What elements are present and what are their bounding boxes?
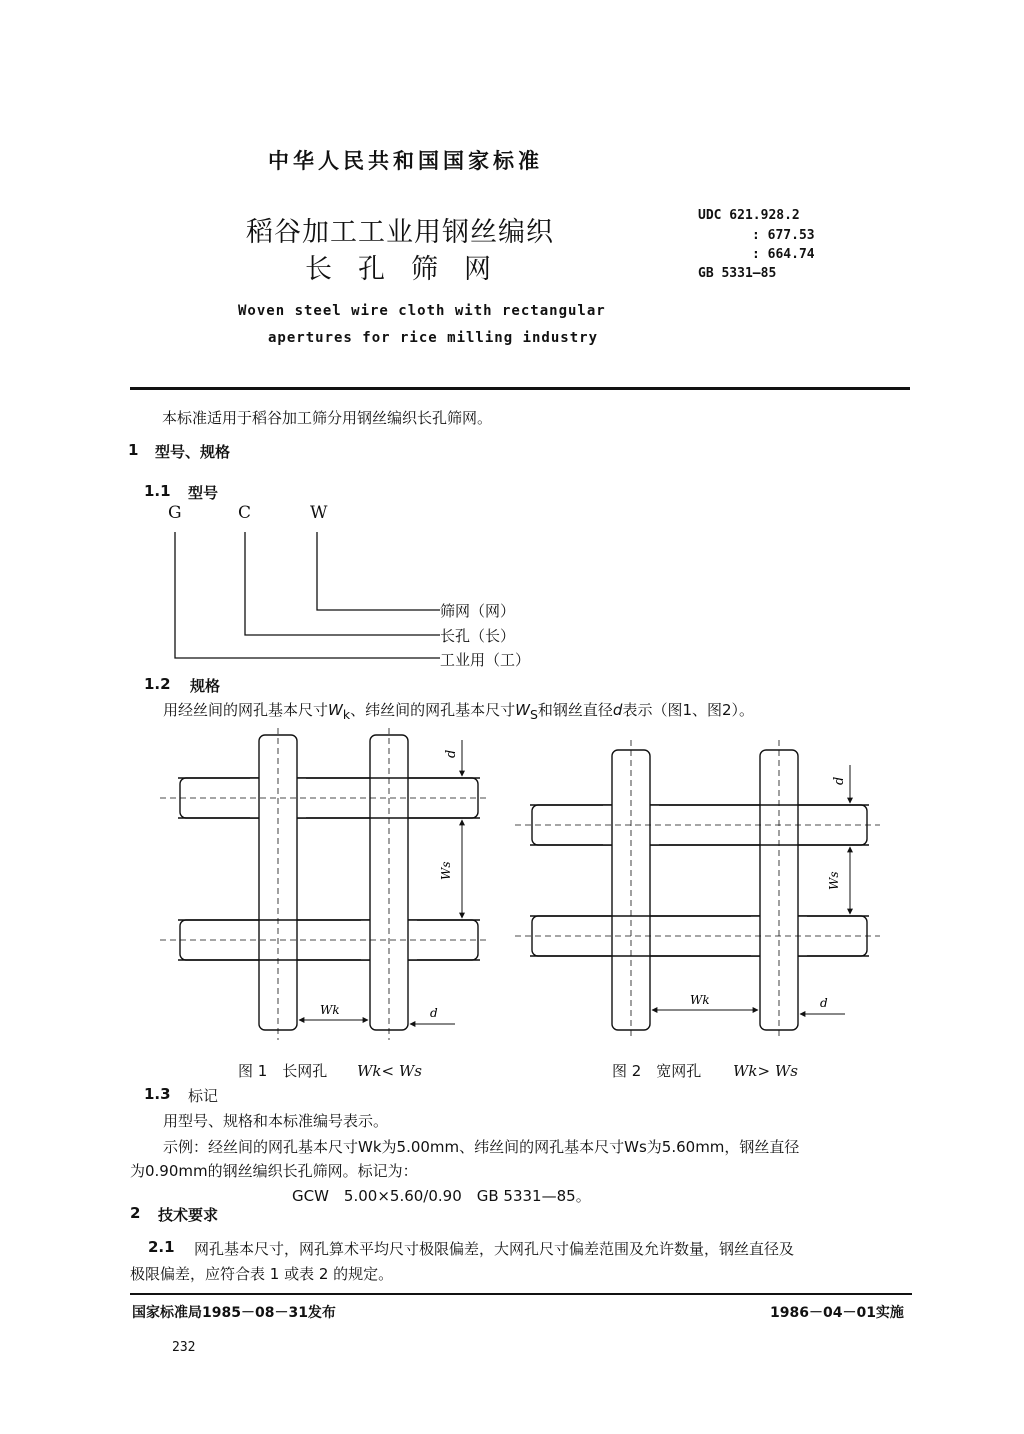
model-letter-w: W (310, 503, 328, 523)
section-1-3-title: 标记 (188, 1087, 219, 1105)
model-label-mesh: 筛网（网） (440, 602, 516, 620)
gb-code: GB 5331—85 (698, 266, 777, 281)
figure-2-caption: 图 2 宽网孔 (612, 1062, 702, 1080)
title-en-line-1: Woven steel wire cloth with rectangular (238, 303, 606, 319)
figure-1-diagram (178, 735, 480, 1030)
section-1-title: 型号、规格 (155, 443, 231, 461)
fig2-label-ws: Ws (827, 871, 841, 890)
model-label-long-hole: 长孔（长） (440, 627, 516, 645)
marking-designation: GCW 5.00×5.60/0.90 GB 5331—85。 (292, 1187, 591, 1205)
figure-2-diagram (530, 750, 869, 1030)
section-1-num: 1 (128, 441, 139, 459)
fig1-label-wk: Wk (320, 1003, 340, 1017)
section-2-num: 2 (130, 1204, 141, 1222)
section-1-3-num: 1.3 (144, 1085, 171, 1103)
title-line-1: 稻谷加工工业用钢丝编织 (246, 217, 554, 248)
model-letter-g: G (168, 503, 182, 523)
figure-1-caption: 图 1 长网孔 (238, 1062, 328, 1080)
figure-2-formula: Wk> Ws (733, 1062, 798, 1080)
udc-code: UDC 621.928.2 (698, 208, 800, 223)
scope-text: 本标准适用于稻谷加工筛分用钢丝编织长孔筛网。 (162, 409, 493, 427)
marking-intro: 用型号、规格和本标准编号表示。 (163, 1112, 389, 1130)
udc-code-2: : 677.53 (752, 228, 815, 243)
wire-cloth-figures (0, 720, 1024, 1060)
issuing-org: 中华人民共和国国家标准 (268, 149, 543, 173)
effective-date: 1986－04－01实施 (770, 1305, 904, 1321)
footer-rule (130, 1293, 912, 1295)
title-en-line-2: apertures for rice milling industry (268, 330, 599, 346)
section-1-1-title: 型号 (188, 484, 219, 502)
section-2-title: 技术要求 (158, 1206, 219, 1224)
tech-req-line-2: 极限偏差，应符合表 1 或表 2 的规定。 (130, 1265, 394, 1283)
fig2-label-d: d (832, 776, 847, 785)
model-code-diagram (0, 0, 1024, 700)
fig1-label-ws: Ws (439, 861, 453, 880)
marking-example-line-1: 示例：经丝间的网孔基本尺寸Wk为5.00mm、纬丝间的网孔基本尺寸Ws为5.60mm，钢丝直径 (163, 1138, 800, 1156)
figure-1-formula: Wk< Ws (357, 1062, 422, 1080)
fig1-label-d2: d (430, 1006, 438, 1020)
spec-text: 用经丝间的网孔基本尺寸$W_k$、纬丝间的网孔基本尺寸$W_S$和钢丝直径d表示（图1、图2）。 (163, 701, 755, 722)
model-label-industrial: 工业用（工） (440, 651, 531, 669)
section-1-2-title: 规格 (190, 677, 221, 695)
tech-req-line-1: 网孔基本尺寸，网孔算术平均尺寸极限偏差，大网孔尺寸偏差范围及允许数量，钢丝直径及 (194, 1240, 795, 1258)
fig2-label-wk: Wk (690, 993, 710, 1007)
page-number: 232 (172, 1340, 196, 1355)
section-2-1-num: 2.1 (148, 1238, 175, 1256)
marking-example-line-2: 为0.90mm的钢丝编织长孔筛网。标记为： (130, 1162, 418, 1180)
issued-date: 国家标准局1985－08－31发布 (132, 1305, 336, 1321)
section-1-1-num: 1.1 (144, 482, 171, 500)
section-1-2-num: 1.2 (144, 675, 171, 693)
model-letter-c: C (238, 503, 252, 523)
fig1-label-d: d (444, 749, 459, 758)
title-line-2: 长孔筛网 (305, 254, 517, 285)
fig2-label-d2: d (820, 996, 828, 1010)
udc-code-3: : 664.74 (752, 247, 815, 262)
